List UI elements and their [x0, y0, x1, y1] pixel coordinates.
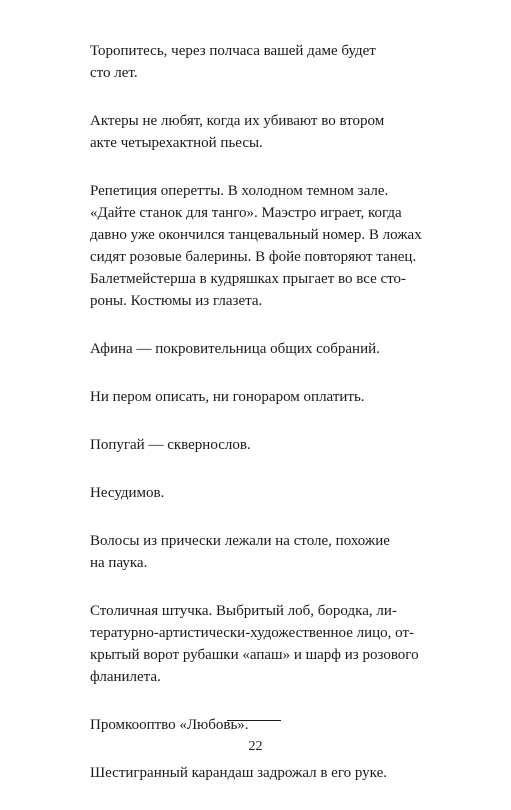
footer-divider	[227, 720, 281, 721]
text-line: Шестигранный карандаш задрожал в его руке.	[90, 765, 387, 781]
text-line: роны. Костюмы из глазета.	[90, 293, 263, 309]
text-line: фланилета.	[90, 669, 161, 685]
text-line: «Дайте станок для танго». Маэстро играет, когда	[90, 205, 402, 221]
text-line: Ни пером описать, ни гонораром оплатить.	[90, 389, 365, 405]
page-number: 22	[248, 739, 263, 754]
paragraph	[90, 714, 436, 736]
text-line: Балетмейстерша в кудряшках прыгает во все сто-	[90, 271, 406, 287]
paragraph	[90, 600, 436, 688]
text-line: тературно-артистически-художественное лицо, от-	[90, 625, 415, 641]
text-line: сто лет.	[90, 65, 138, 81]
page-text	[90, 40, 436, 810]
text-line: акте четырехактной пьесы.	[90, 135, 263, 151]
paragraph	[90, 530, 436, 574]
text-line: Афина — покровительница общих собраний.	[90, 341, 380, 357]
text-line: Несудимов.	[90, 485, 165, 501]
text-line: Волосы из прически лежали на столе, похожие	[90, 533, 390, 549]
text-line: Промкооптво «Любовь».	[90, 717, 249, 733]
paragraph	[90, 386, 436, 408]
paragraph	[90, 482, 436, 504]
text-line: Столичная штучка. Выбритый лоб, бородка, ли-	[90, 603, 397, 619]
paragraph	[90, 180, 436, 312]
text-line: Торопитесь, через полчаса вашей даме будет	[90, 43, 376, 59]
text-line: на паука.	[90, 555, 148, 571]
text-line: Актеры не любят, когда их убивают во втором	[90, 113, 385, 129]
text-line: сидят розовые балерины. В фойе повторяют танец.	[90, 249, 417, 265]
paragraph	[90, 434, 436, 456]
paragraph	[90, 40, 436, 84]
paragraph	[90, 338, 436, 360]
paragraph	[90, 762, 436, 784]
text-line: крытый ворот рубашки «апаш» и шарф из розового	[90, 647, 419, 663]
text-line: Попугай — сквернослов.	[90, 437, 251, 453]
text-line: давно уже окончился танцевальный номер. В ложах	[90, 227, 422, 243]
paragraph	[90, 110, 436, 154]
text-line: Репетиция оперетты. В холодном темном зале.	[90, 183, 389, 199]
